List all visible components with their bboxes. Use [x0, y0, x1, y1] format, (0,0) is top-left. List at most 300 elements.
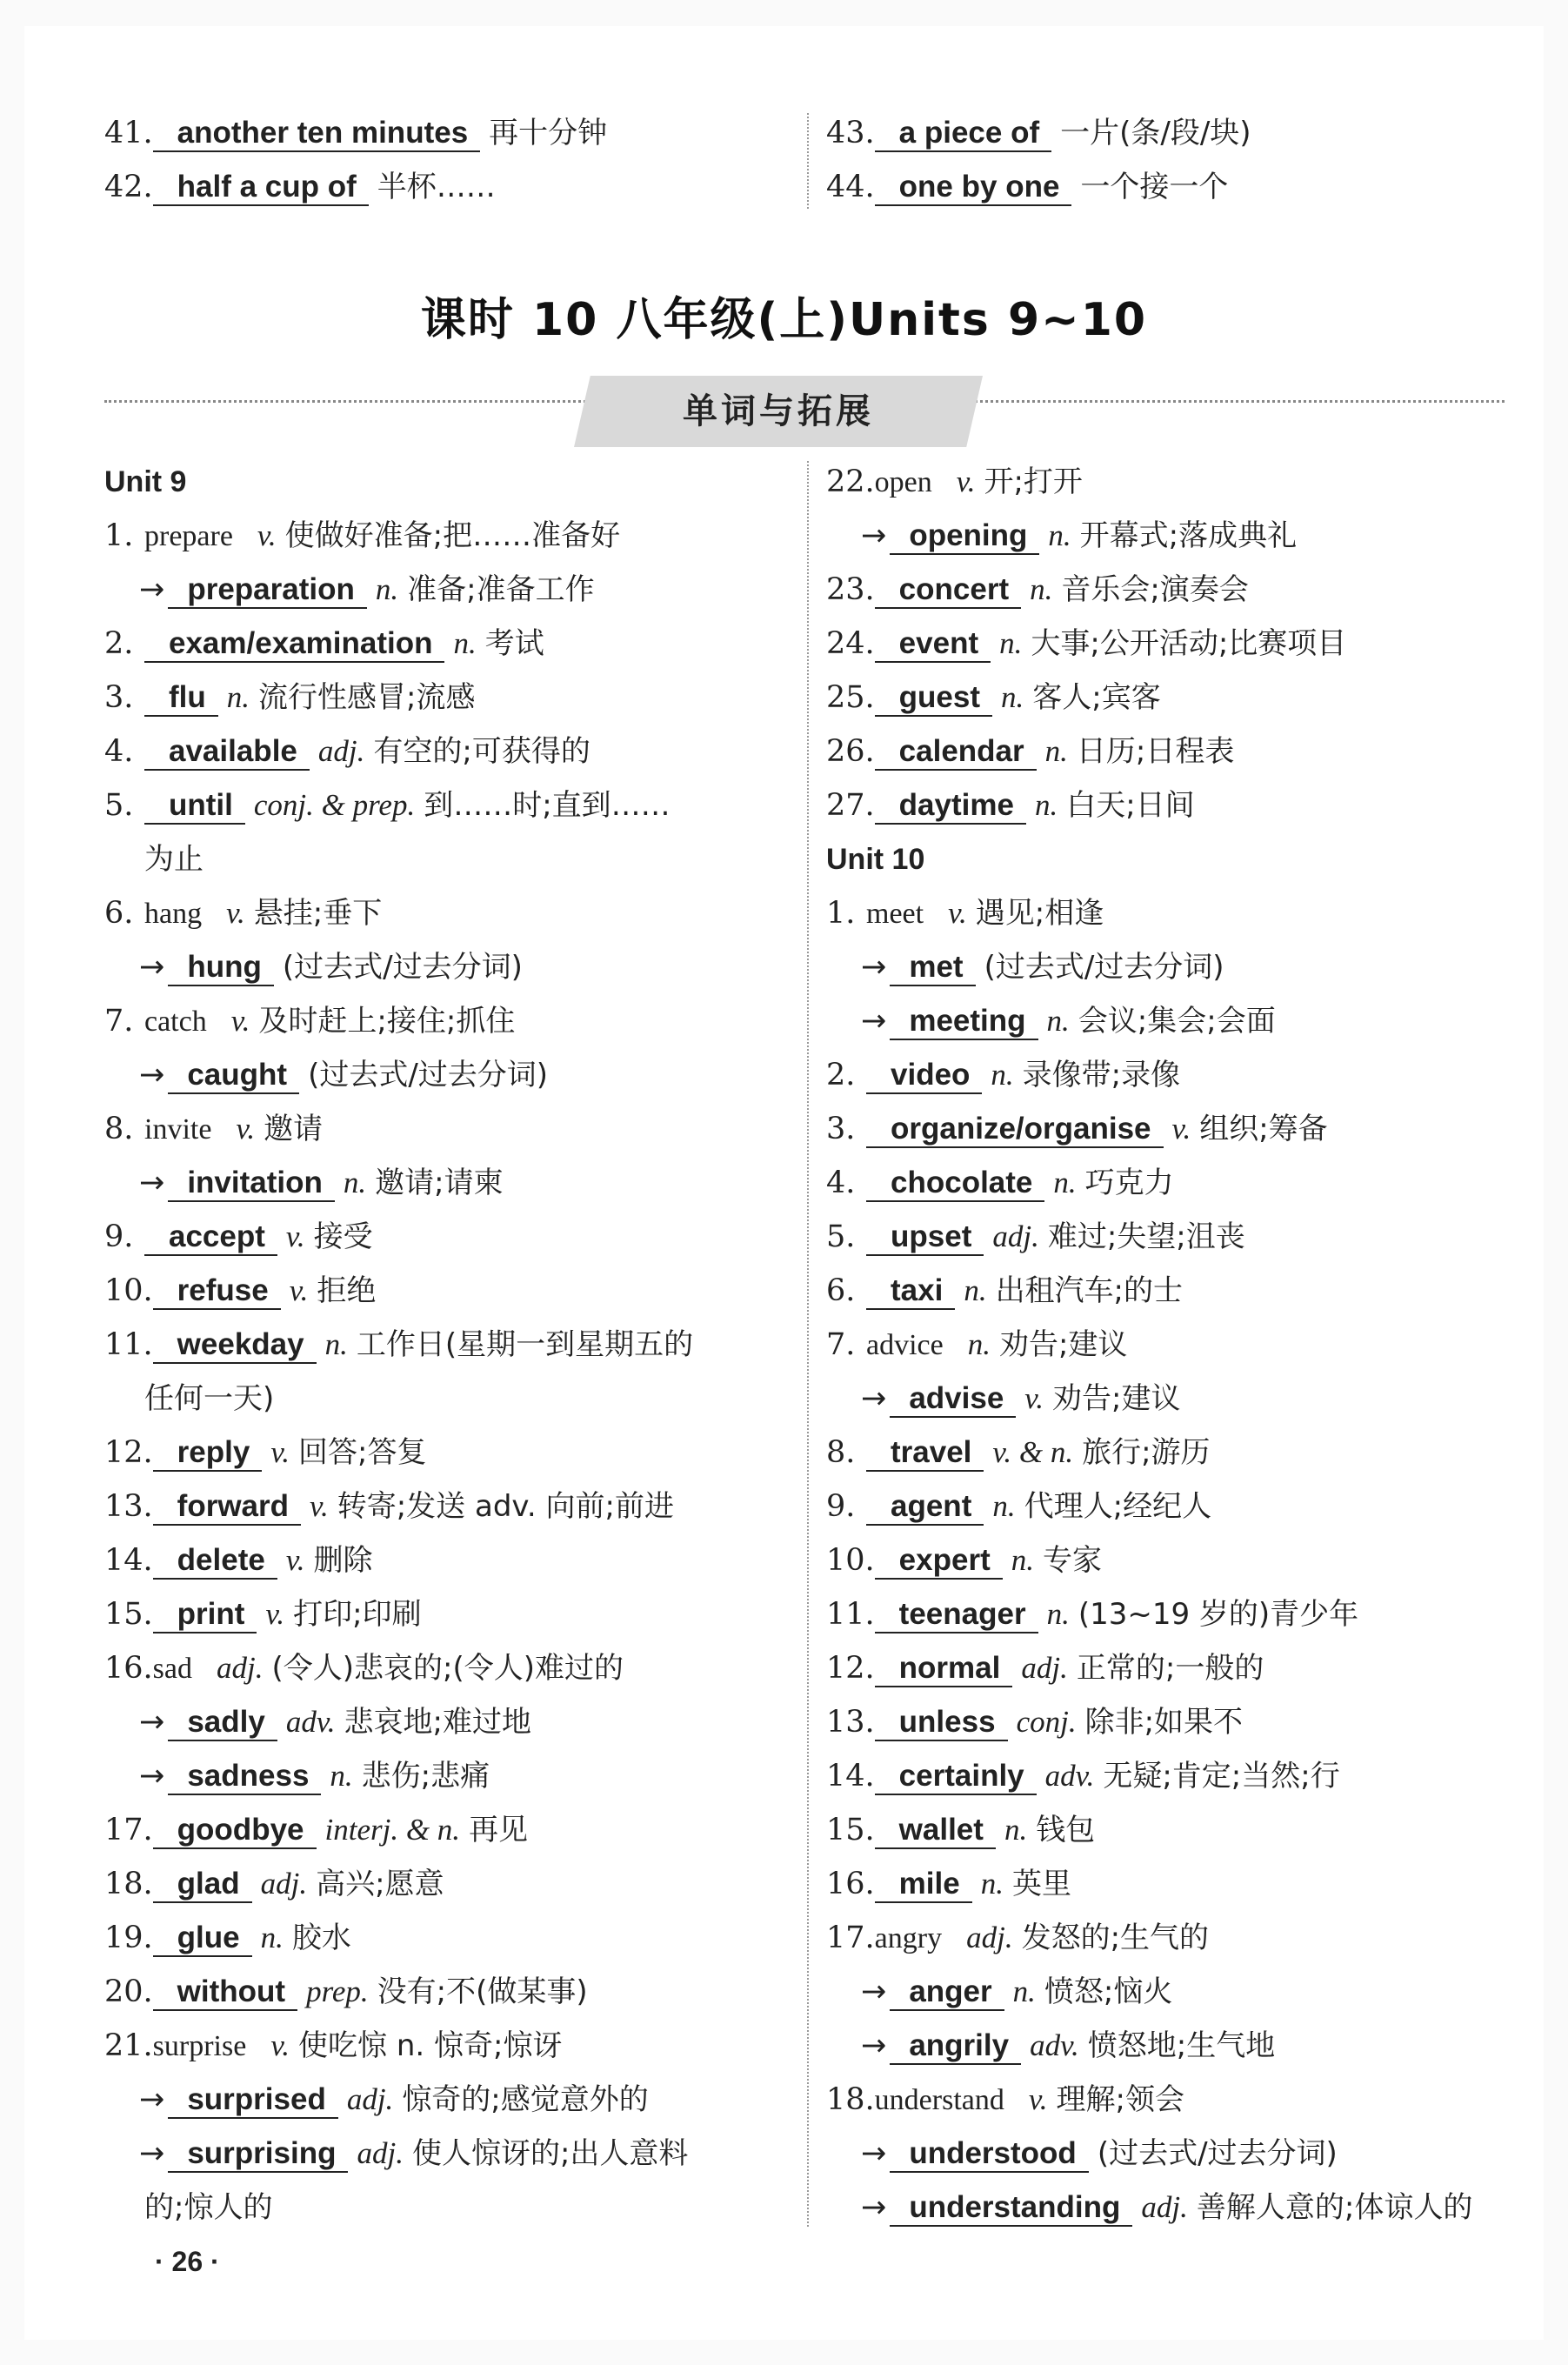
part-of-speech: n.	[375, 572, 399, 606]
list-item	[104, 1372, 800, 1426]
item-number: 13.	[104, 1489, 153, 1524]
part-of-speech: n.	[1053, 1166, 1077, 1199]
meaning: 悬挂;垂下	[253, 896, 383, 931]
answer-blank: sadly	[168, 1705, 277, 1741]
part-of-speech: n.	[1044, 734, 1068, 768]
answer-blank: another ten minutes	[153, 116, 480, 152]
list-item	[826, 1156, 1522, 1210]
part-of-speech: n.	[1048, 518, 1071, 552]
part-of-speech: n.	[453, 626, 477, 660]
part-of-speech: prep.	[306, 1974, 369, 2008]
item-number: 15.	[826, 1813, 875, 1847]
item-number: 1.	[826, 896, 856, 931]
meaning: 除非;如果不	[1084, 1705, 1244, 1740]
answer-blank: invitation	[168, 1166, 335, 1202]
part-of-speech: v.	[236, 1112, 256, 1146]
part-of-speech: n.	[999, 626, 1023, 660]
list-item	[826, 2181, 1522, 2235]
answer-blank: daytime	[875, 788, 1026, 825]
item-number: 11.	[104, 1327, 153, 1362]
item-number: 6.	[826, 1273, 856, 1308]
meaning: 使人惊讶的;出人意料	[411, 2136, 689, 2171]
list-item	[104, 1641, 800, 1695]
part-of-speech: adj.	[1141, 2190, 1188, 2224]
headword: catch	[144, 1005, 207, 1038]
item-number: 9.	[826, 1489, 856, 1524]
answer-blank: available	[144, 734, 310, 771]
item-number: 44.	[826, 170, 875, 204]
arrow-icon: →	[861, 1381, 887, 1416]
top-left-items	[104, 106, 800, 214]
meaning-continued: 的;惊人的	[144, 2190, 273, 2225]
part-of-speech: adj.	[992, 1219, 1039, 1253]
part-of-speech: n.	[1046, 1004, 1070, 1038]
meaning: 旅行;游历	[1082, 1435, 1211, 1470]
meaning: 邀请;请柬	[375, 1166, 504, 1200]
list-item	[826, 1911, 1522, 1965]
meaning: 半杯……	[377, 170, 496, 204]
part-of-speech: n.	[1011, 1543, 1034, 1577]
list-item	[104, 455, 800, 509]
list-item	[826, 940, 1522, 994]
list-item	[826, 1533, 1522, 1587]
part-of-speech: v.	[289, 1273, 309, 1307]
meaning-continued: 为止	[144, 842, 204, 877]
arrow-icon: →	[139, 1759, 165, 1794]
meaning: 接受	[313, 1219, 373, 1254]
list-item	[104, 778, 800, 832]
part-of-speech: n.	[343, 1166, 367, 1199]
meaning: 悲哀地;难过地	[344, 1705, 531, 1740]
part-of-speech: adv.	[1044, 1759, 1095, 1793]
meaning: 回答;答复	[298, 1435, 427, 1470]
answer-blank: taxi	[866, 1273, 955, 1310]
part-of-speech: adj.	[317, 734, 365, 768]
part-of-speech: interj. & n.	[324, 1813, 461, 1847]
item-number: 18.	[826, 2082, 875, 2117]
part-of-speech: n.	[1034, 788, 1058, 822]
list-item	[826, 1587, 1522, 1641]
answer-blank: expert	[875, 1543, 1003, 1580]
meaning: 愤怒;恼火	[1044, 1974, 1173, 2009]
item-number: 14.	[826, 1759, 875, 1794]
answer-blank: chocolate	[866, 1166, 1044, 1202]
answer-blank: wallet	[875, 1813, 996, 1849]
part-of-speech: conj. & prep.	[253, 788, 416, 822]
meaning: 到……时;直到……	[424, 788, 671, 823]
item-number: 2.	[826, 1058, 856, 1092]
arrow-icon: →	[139, 2082, 165, 2117]
part-of-speech: n.	[1004, 1813, 1028, 1847]
item-number: 42.	[104, 170, 153, 204]
unit-heading: Unit 10	[826, 843, 925, 876]
meaning: 组织;筹备	[1199, 1112, 1328, 1146]
part-of-speech: n.	[226, 680, 250, 714]
part-of-speech: v.	[1028, 2082, 1048, 2116]
item-number: 4.	[826, 1166, 856, 1200]
meaning: 邀请	[264, 1112, 324, 1146]
list-item	[826, 1210, 1522, 1264]
headword: angry	[874, 1922, 943, 1954]
item-number: 9.	[104, 1219, 134, 1254]
headword: understand	[874, 2084, 1004, 2116]
item-number: 22.	[826, 464, 875, 499]
lesson-title: 课时 10 八年级(上)Units 9~10	[420, 294, 1148, 346]
meaning: 客人;宾客	[1032, 680, 1161, 715]
item-number: 8.	[104, 1112, 134, 1146]
answer-blank: meeting	[890, 1004, 1038, 1040]
part-of-speech: n.	[1012, 1974, 1036, 2008]
list-item	[826, 1641, 1522, 1695]
part-of-speech: n.	[260, 1921, 284, 1954]
list-item	[826, 994, 1522, 1048]
answer-blank: forward	[153, 1489, 301, 1526]
meaning: (过去式/过去分词)	[1097, 2136, 1338, 2171]
meaning: 及时赶上;接住;抓住	[258, 1004, 516, 1039]
answer-blank: half a cup of	[153, 170, 369, 206]
headword: open	[874, 466, 932, 498]
answer-blank: surprising	[168, 2136, 348, 2173]
meaning: 录像带;录像	[1022, 1058, 1181, 1092]
part-of-speech: v.	[1171, 1112, 1191, 1146]
list-item	[826, 160, 1522, 214]
item-number: 12.	[104, 1435, 153, 1470]
item-number: 6.	[104, 896, 134, 931]
list-item	[104, 1965, 800, 2019]
meaning: 考试	[484, 626, 544, 661]
headword: invite	[144, 1113, 212, 1146]
meaning: (令人)悲哀的;(令人)难过的	[271, 1651, 624, 1686]
item-number: 23.	[826, 572, 875, 607]
list-item	[104, 832, 800, 886]
item-number: 5.	[104, 788, 134, 823]
meaning: 理解;领会	[1056, 2082, 1185, 2117]
list-item	[104, 1210, 800, 1264]
list-item	[826, 2073, 1522, 2127]
part-of-speech: v.	[270, 1435, 290, 1469]
page-number: · 26 ·	[155, 2246, 220, 2277]
answer-blank: glue	[153, 1921, 252, 1957]
meaning: 无疑;肯定;当然;行	[1103, 1759, 1340, 1794]
item-number: 7.	[104, 1004, 134, 1039]
part-of-speech: v. & n.	[992, 1435, 1074, 1469]
meaning: 发怒的;生气的	[1021, 1921, 1210, 1955]
headword: meet	[866, 898, 924, 930]
list-item	[826, 1264, 1522, 1318]
meaning: (13~19 岁的)青少年	[1078, 1597, 1359, 1632]
part-of-speech: v.	[285, 1219, 305, 1253]
item-number: 43.	[826, 116, 875, 150]
list-item	[104, 2181, 800, 2235]
arrow-icon: →	[139, 950, 165, 985]
list-item	[104, 1803, 800, 1857]
meaning: 专家	[1042, 1543, 1102, 1578]
meaning: 再见	[469, 1813, 529, 1847]
list-item	[826, 1048, 1522, 1102]
part-of-speech: v.	[948, 896, 967, 930]
list-item	[826, 617, 1522, 671]
meaning: 出租汽车;的士	[995, 1273, 1184, 1308]
part-of-speech: adj.	[1021, 1651, 1068, 1685]
answer-blank: reply	[153, 1435, 263, 1472]
meaning: 难过;失望;沮丧	[1047, 1219, 1245, 1254]
answer-blank: travel	[866, 1435, 984, 1472]
list-item	[104, 106, 800, 160]
item-number: 15.	[104, 1597, 153, 1632]
part-of-speech: v.	[226, 896, 245, 930]
item-number: 24.	[826, 626, 875, 661]
meaning: 遇见;相逢	[975, 896, 1104, 931]
meaning: (过去式/过去分词)	[308, 1058, 549, 1092]
answer-blank: met	[890, 950, 975, 986]
meaning: 删除	[313, 1543, 373, 1578]
part-of-speech: v.	[1024, 1381, 1044, 1415]
meaning: 巧克力	[1084, 1166, 1174, 1200]
part-of-speech: n.	[330, 1759, 353, 1793]
arrow-icon: →	[139, 1705, 165, 1740]
right-column	[826, 455, 1522, 2235]
list-item	[826, 1426, 1522, 1480]
headword: surprise	[152, 2030, 247, 2062]
list-item	[104, 563, 800, 617]
meaning: 白天;日间	[1066, 788, 1195, 823]
list-item	[104, 2019, 800, 2073]
list-item	[826, 2019, 1522, 2073]
part-of-speech: n.	[991, 1058, 1014, 1092]
part-of-speech: adj.	[966, 1921, 1013, 1954]
item-number: 25.	[826, 680, 875, 715]
list-item	[826, 1749, 1522, 1803]
item-number: 5.	[826, 1219, 856, 1254]
meaning-continued: 任何一天)	[144, 1381, 275, 1416]
part-of-speech: adj.	[346, 2082, 394, 2116]
part-of-speech: n.	[967, 1327, 991, 1361]
item-number: 26.	[826, 734, 875, 769]
part-of-speech: n.	[1001, 680, 1024, 714]
list-item	[826, 563, 1522, 617]
item-number: 13.	[826, 1705, 875, 1740]
meaning: 开;打开	[984, 464, 1083, 499]
answer-blank: without	[153, 1974, 297, 2011]
meaning: 钱包	[1036, 1813, 1096, 1847]
list-item	[826, 1318, 1522, 1372]
list-item	[104, 1102, 800, 1156]
answer-blank: print	[153, 1597, 257, 1633]
answer-blank: surprised	[168, 2082, 338, 2119]
arrow-icon: →	[139, 2136, 165, 2171]
list-item	[826, 1102, 1522, 1156]
arrow-icon: →	[861, 2028, 887, 2063]
meaning: 使吃惊 n. 惊奇;惊讶	[298, 2028, 563, 2063]
item-number: 41.	[104, 116, 153, 150]
meaning: 开幕式;落成典礼	[1079, 518, 1298, 553]
arrow-icon: →	[861, 2190, 887, 2225]
item-number: 16.	[826, 1867, 875, 1901]
item-number: 19.	[104, 1921, 153, 1955]
list-item	[826, 106, 1522, 160]
part-of-speech: adj.	[217, 1651, 264, 1685]
meaning: 音乐会;演奏会	[1061, 572, 1249, 607]
list-item	[104, 886, 800, 940]
meaning: 工作日(星期一到星期五的	[356, 1327, 694, 1362]
meaning: 胶水	[291, 1921, 351, 1955]
meaning: 悲伤;悲痛	[361, 1759, 490, 1794]
answer-blank: event	[875, 626, 991, 663]
item-number: 3.	[826, 1112, 856, 1146]
arrow-icon: →	[139, 572, 165, 607]
answer-blank: concert	[875, 572, 1021, 609]
item-number: 20.	[104, 1974, 153, 2009]
answer-blank: caught	[168, 1058, 299, 1094]
part-of-speech: n.	[992, 1489, 1016, 1523]
answer-blank: exam/examination	[144, 626, 444, 663]
answer-blank: hung	[168, 950, 274, 986]
headword: hang	[144, 898, 203, 930]
answer-blank: delete	[153, 1543, 277, 1580]
item-number: 14.	[104, 1543, 153, 1578]
answer-blank: calendar	[875, 734, 1037, 771]
list-item	[104, 994, 800, 1048]
list-item	[104, 1857, 800, 1911]
list-item	[826, 778, 1522, 832]
list-item	[826, 725, 1522, 778]
item-number: 10.	[826, 1543, 875, 1578]
arrow-icon: →	[861, 1004, 887, 1039]
answer-blank: flu	[144, 680, 218, 717]
meaning: 流行性感冒;流感	[258, 680, 476, 715]
answer-blank: weekday	[153, 1327, 317, 1364]
list-item	[104, 1911, 800, 1965]
part-of-speech: v.	[257, 518, 277, 552]
arrow-icon: →	[139, 1166, 165, 1200]
part-of-speech: n.	[1030, 572, 1053, 606]
list-item	[826, 886, 1522, 940]
meaning: 准备;准备工作	[407, 572, 595, 607]
list-item	[826, 509, 1522, 563]
meaning: 英里	[1011, 1867, 1071, 1901]
meaning: 再十分钟	[489, 116, 608, 150]
answer-blank: mile	[875, 1867, 972, 1903]
headword: prepare	[144, 520, 233, 552]
item-number: 11.	[826, 1597, 875, 1632]
answer-blank: accept	[144, 1219, 277, 1256]
meaning: 会议;集会;会面	[1078, 1004, 1276, 1039]
answer-blank: a piece of	[875, 116, 1051, 152]
list-item	[826, 2127, 1522, 2181]
part-of-speech: n.	[324, 1327, 348, 1361]
meaning: 拒绝	[317, 1273, 377, 1308]
item-number: 18.	[104, 1867, 153, 1901]
item-number: 16.	[104, 1651, 153, 1686]
meaning: 正常的;一般的	[1076, 1651, 1264, 1686]
item-number: 17.	[826, 1921, 875, 1955]
list-item	[104, 671, 800, 725]
answer-blank: glad	[153, 1867, 252, 1903]
part-of-speech: v.	[956, 464, 976, 498]
answer-blank: preparation	[168, 572, 367, 609]
part-of-speech: adv.	[285, 1705, 336, 1739]
answer-blank: teenager	[875, 1597, 1038, 1633]
list-item	[104, 2073, 800, 2127]
part-of-speech: v.	[265, 1597, 285, 1631]
headword: advice	[866, 1329, 944, 1361]
unit-heading: Unit 9	[104, 465, 187, 498]
arrow-icon: →	[139, 1058, 165, 1092]
meaning: 善解人意的;体谅人的	[1196, 2190, 1473, 2225]
meaning: 劝告;建议	[1051, 1381, 1181, 1416]
meaning: 高兴;愿意	[316, 1867, 444, 1901]
list-item	[826, 1372, 1522, 1426]
item-number: 3.	[104, 680, 134, 715]
answer-blank: sadness	[168, 1759, 321, 1795]
meaning: 惊奇的;感觉意外的	[402, 2082, 649, 2117]
list-item	[104, 617, 800, 671]
item-number: 4.	[104, 734, 134, 769]
meaning: 一个接一个	[1080, 170, 1229, 204]
list-item	[104, 1749, 800, 1803]
answer-blank: upset	[866, 1219, 984, 1256]
part-of-speech: v.	[285, 1543, 305, 1577]
part-of-speech: n.	[1046, 1597, 1070, 1631]
list-item	[826, 455, 1522, 509]
meaning: 大事;公开活动;比赛项目	[1031, 626, 1347, 661]
answer-blank: understood	[890, 2136, 1088, 2173]
answer-blank: angrily	[890, 2028, 1021, 2065]
answer-blank: understanding	[890, 2190, 1132, 2227]
answer-blank: anger	[890, 1974, 1004, 2011]
item-number: 12.	[826, 1651, 875, 1686]
part-of-speech: v.	[310, 1489, 329, 1523]
meaning: 愤怒地;生气地	[1087, 2028, 1276, 2063]
item-number: 2.	[104, 626, 134, 661]
answer-blank: video	[866, 1058, 982, 1094]
top-right-items	[826, 106, 1522, 214]
part-of-speech: n.	[964, 1273, 987, 1307]
list-item	[104, 1426, 800, 1480]
meaning: 转寄;发送 adv. 向前;前进	[337, 1489, 674, 1524]
list-item	[826, 1965, 1522, 2019]
answer-blank: agent	[866, 1489, 984, 1526]
item-number: 8.	[826, 1435, 856, 1470]
part-of-speech: adv.	[1030, 2028, 1079, 2062]
list-item	[104, 1533, 800, 1587]
answer-blank: guest	[875, 680, 992, 717]
answer-blank: opening	[890, 518, 1039, 555]
meaning: 劝告;建议	[998, 1327, 1128, 1362]
list-item	[104, 1048, 800, 1102]
list-item	[104, 1695, 800, 1749]
list-item	[826, 1803, 1522, 1857]
section-banner: 单词与拓展	[683, 391, 874, 431]
item-number: 17.	[104, 1813, 153, 1847]
meaning: 使做好准备;把……准备好	[284, 518, 621, 553]
column-divider	[807, 461, 809, 2227]
list-item	[826, 671, 1522, 725]
list-item	[104, 725, 800, 778]
part-of-speech: v.	[230, 1004, 250, 1038]
answer-blank: organize/organise	[866, 1112, 1164, 1148]
meaning: (过去式/过去分词)	[984, 950, 1224, 985]
list-item	[104, 1318, 800, 1372]
list-item	[826, 1695, 1522, 1749]
part-of-speech: adj.	[357, 2136, 404, 2170]
arrow-icon: →	[861, 1974, 887, 2009]
meaning: 日历;日程表	[1076, 734, 1235, 769]
answer-blank: advise	[890, 1381, 1016, 1418]
list-item	[826, 1857, 1522, 1911]
item-number: 7.	[826, 1327, 856, 1362]
list-item	[826, 1480, 1522, 1533]
